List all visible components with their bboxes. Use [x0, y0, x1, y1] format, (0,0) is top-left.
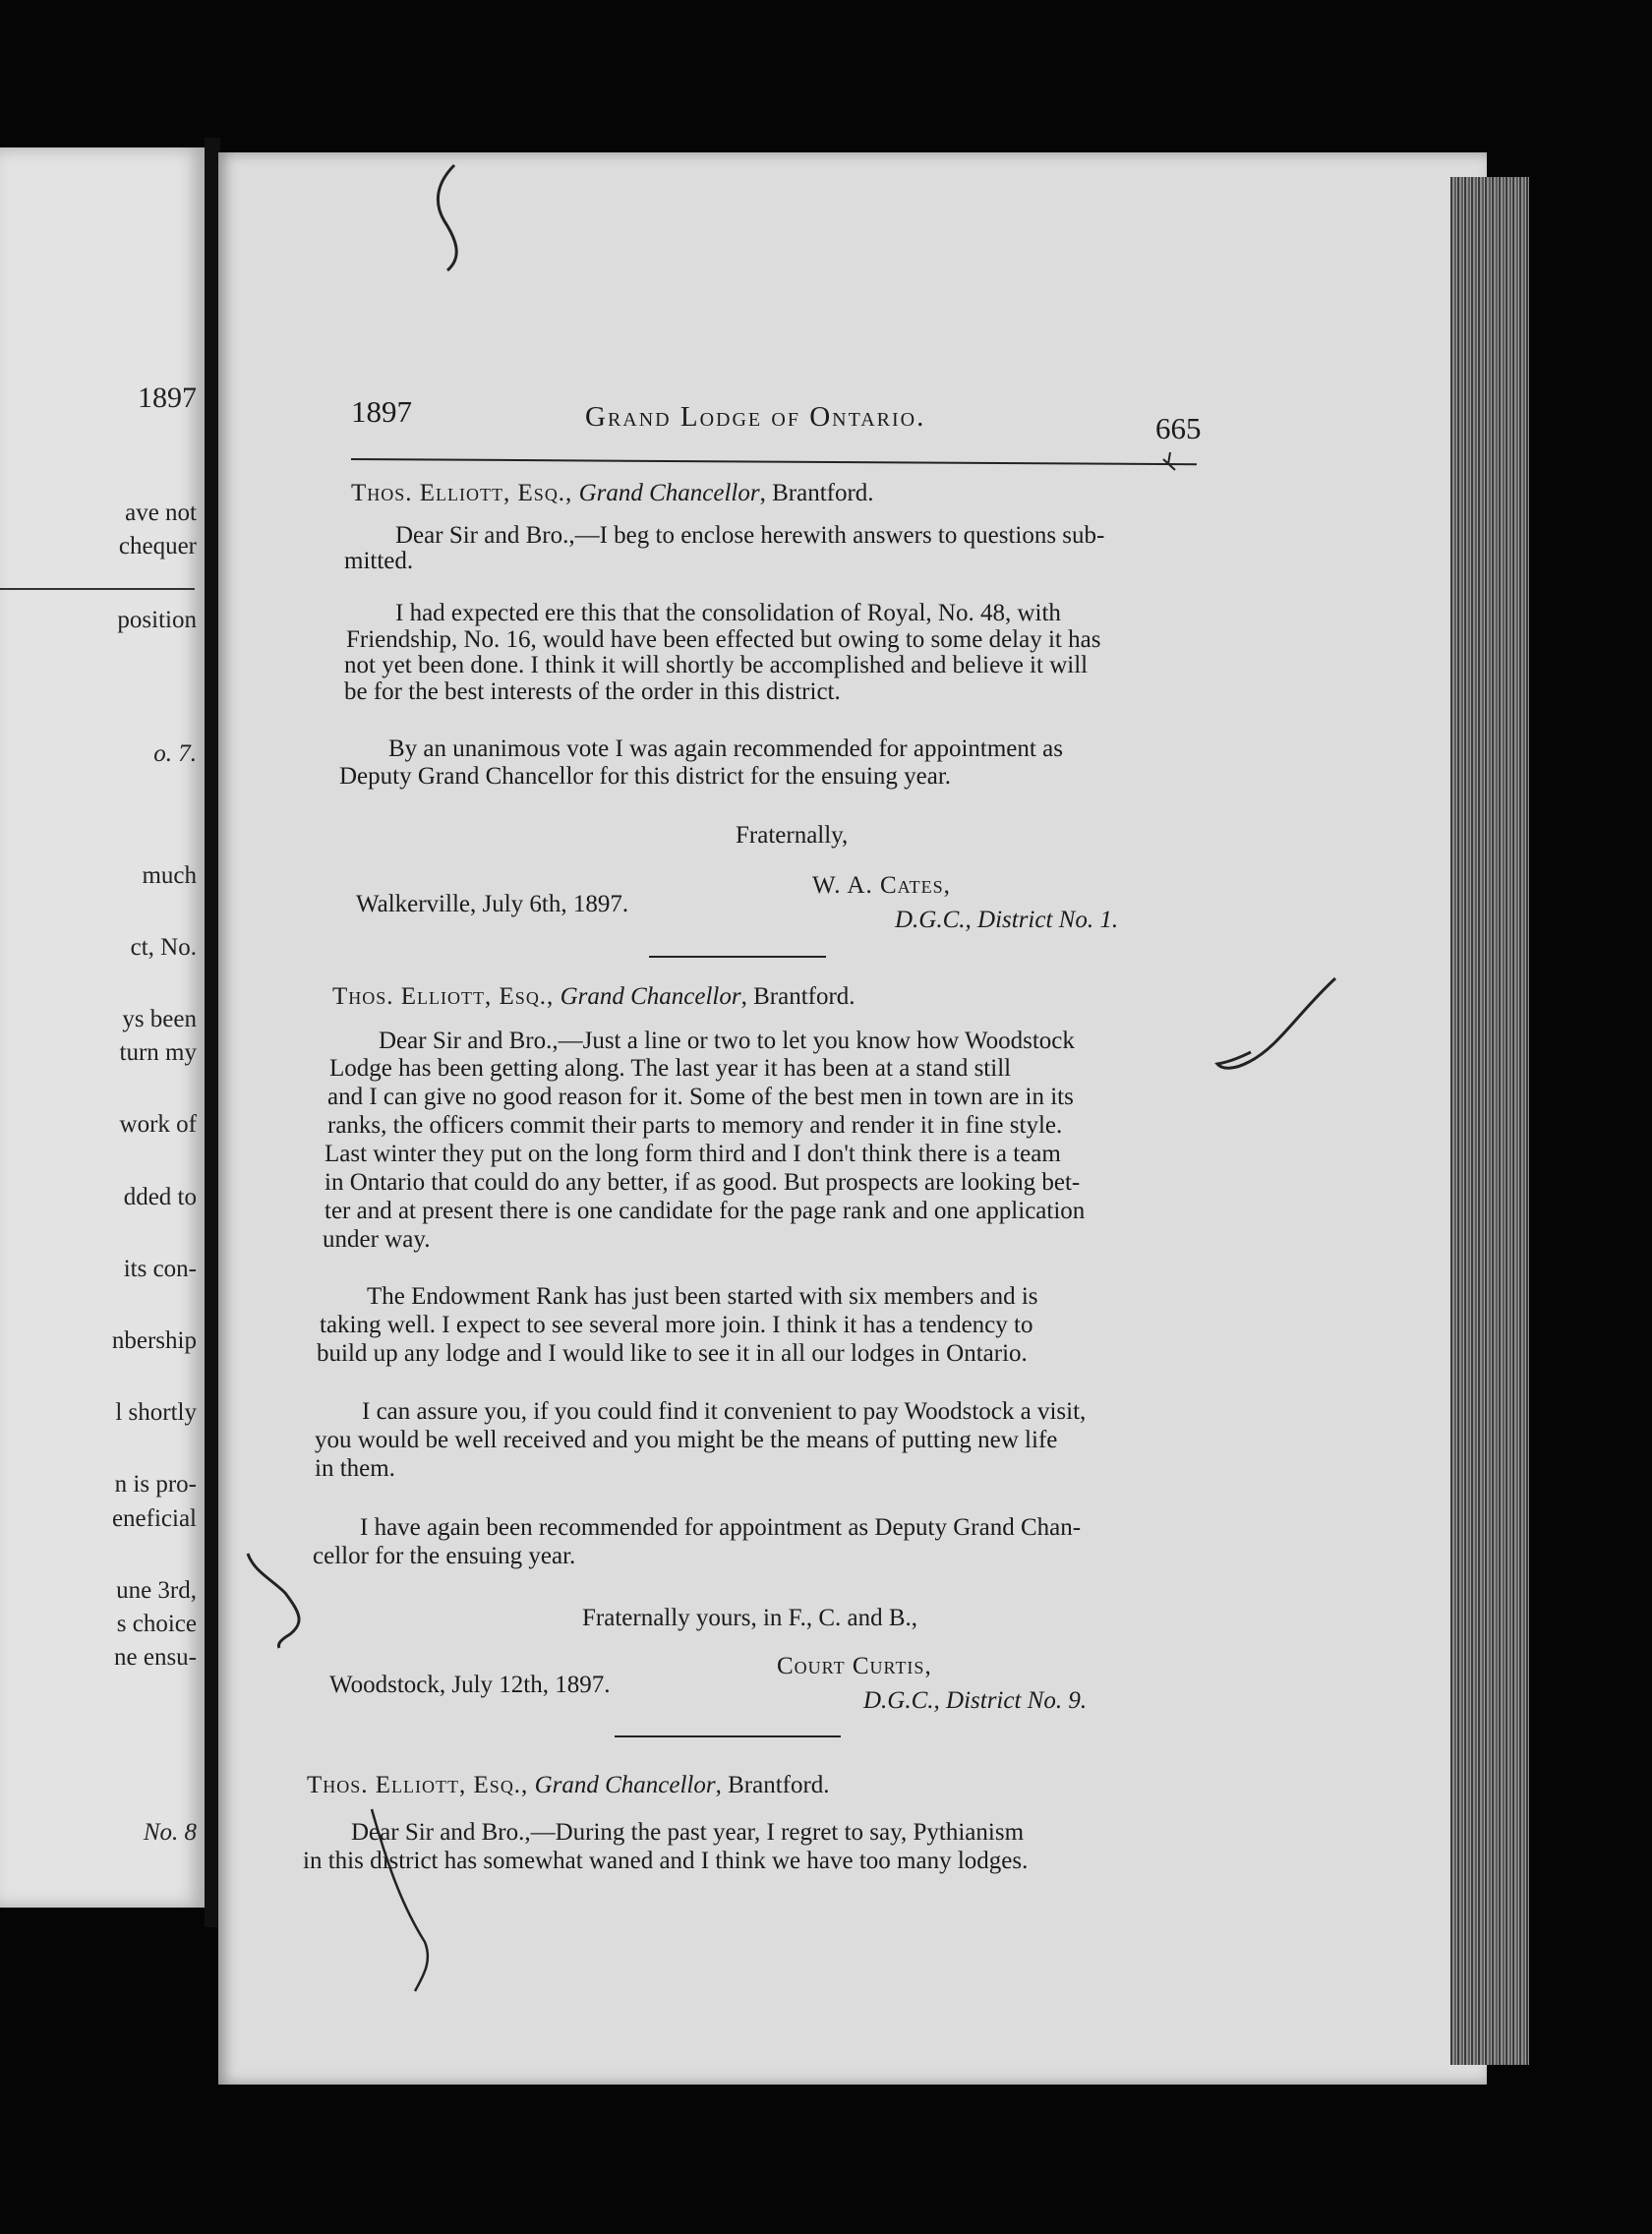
letter-1-line: be for the best interests of the order in this district.	[344, 678, 841, 705]
separator-rule	[649, 956, 826, 958]
facing-line: its con-	[123, 1256, 197, 1282]
letter-1-line: not yet been done. I think it will shortly be accomplished and believe it will	[344, 652, 1089, 678]
letter-2-line: ter and at present there is one candidate for the page rank and one application	[324, 1198, 1086, 1224]
letter-1-line: I had expected ere this that the consolidation of Royal, No. 48, with	[395, 600, 1061, 626]
letter-2-line: and I can give no good reason for it. Some of the best men in town are in its	[327, 1084, 1074, 1110]
letter-1-signer: W. A. Cates,	[812, 872, 951, 899]
facing-line: chequer	[118, 533, 197, 559]
letter-2-salutation: Thos. Elliott, Esq., Grand Chancellor, Brantford.	[332, 983, 856, 1010]
letter-2-line: build up any lodge and I would like to see it in all our lodges in Ontario.	[317, 1340, 1028, 1367]
letter-2-line: in them.	[315, 1455, 395, 1482]
page-number: 665	[1155, 411, 1202, 445]
facing-line: dded to	[123, 1184, 197, 1210]
facing-page-rule	[0, 588, 195, 590]
facing-line: n is pro-	[114, 1471, 197, 1498]
facing-page-year: 1897	[138, 382, 197, 414]
facing-line: turn my	[119, 1039, 197, 1066]
letter-2-title: D.G.C., District No. 9.	[863, 1687, 1088, 1714]
facing-line: o. 7.	[153, 740, 197, 767]
letter-1-line: By an unanimous vote I was again recommended for appointment as	[388, 735, 1063, 762]
letter-2-line: in Ontario that could do any better, if as good. But prospects are looking bet-	[324, 1169, 1081, 1196]
letter-3-line: in this district has somewhat waned and I think we have too many lodges.	[303, 1848, 1029, 1874]
facing-line: work of	[119, 1111, 197, 1138]
letter-3-salutation: Thos. Elliott, Esq., Grand Chancellor, Brantford.	[307, 1772, 830, 1798]
letter-2-line: Lodge has been getting along. The last year it has been at a stand still	[329, 1055, 1012, 1082]
page-edges	[1450, 177, 1529, 2065]
facing-line: l shortly	[115, 1399, 197, 1426]
facing-line: ne ensu-	[114, 1644, 197, 1671]
letter-1-salutation: Thos. Elliott, Esq., Grand Chancellor, Brantford.	[351, 480, 874, 506]
letter-1-closing: Fraternally,	[736, 822, 849, 849]
header-year: 1897	[351, 394, 412, 429]
facing-line: ys been	[122, 1006, 197, 1032]
letter-2-line: ranks, the officers commit their parts to memory and render it in fine style.	[327, 1112, 1063, 1139]
letter-2-line: The Endowment Rank has just been started with six members and is	[367, 1283, 1038, 1310]
letter-2-line: under way.	[323, 1226, 431, 1253]
letter-2-signer: Court Curtis,	[777, 1653, 932, 1679]
facing-line: s choice	[116, 1611, 197, 1637]
facing-line: much	[142, 862, 197, 889]
letter-2-line: Last winter they put on the long form third and I don't think there is a team	[324, 1141, 1061, 1167]
letter-2-closing: Fraternally yours, in F., C. and B.,	[582, 1605, 918, 1631]
letter-2-line: cellor for the ensuing year.	[313, 1543, 576, 1569]
letter-2-line: I can assure you, if you could find it convenient to pay Woodstock a visit,	[362, 1398, 1087, 1425]
letter-1-line: Friendship, No. 16, would have been effected but owing to some delay it has	[346, 626, 1101, 653]
facing-page	[0, 147, 207, 1908]
facing-line: No. 8	[143, 1819, 197, 1846]
letter-1-line: Dear Sir and Bro.,—I beg to enclose herewith answers to questions sub-	[395, 522, 1105, 549]
letter-1-place-date: Walkerville, July 6th, 1897.	[356, 891, 629, 917]
facing-line: nbership	[111, 1327, 197, 1354]
letter-2-line: I have again been recommended for appointment as Deputy Grand Chan-	[360, 1514, 1082, 1541]
facing-line: ave not	[125, 500, 197, 526]
letter-1-line: mitted.	[344, 548, 414, 574]
facing-line: eneficial	[111, 1505, 197, 1532]
letter-2-line: taking well. I expect to see several more join. I think it has a tendency to	[320, 1312, 1033, 1338]
header-title: Grand Lodge of Ontario.	[585, 401, 926, 433]
letter-3-line: Dear Sir and Bro.,—During the past year, I regret to say, Pythianism	[351, 1819, 1025, 1846]
letter-2-line: Dear Sir and Bro.,—Just a line or two to let you know how Woodstock	[379, 1028, 1075, 1054]
letter-2-place-date: Woodstock, July 12th, 1897.	[329, 1672, 611, 1698]
facing-line: une 3rd,	[116, 1577, 197, 1604]
letter-1-line: Deputy Grand Chancellor for this district for the ensuing year.	[339, 763, 952, 790]
facing-line: position	[117, 607, 197, 633]
facing-line: ct, No.	[130, 934, 197, 961]
letter-1-title: D.G.C., District No. 1.	[895, 907, 1119, 933]
separator-rule	[615, 1735, 841, 1737]
letter-2-line: you would be well received and you might be the means of putting new life	[315, 1427, 1058, 1453]
